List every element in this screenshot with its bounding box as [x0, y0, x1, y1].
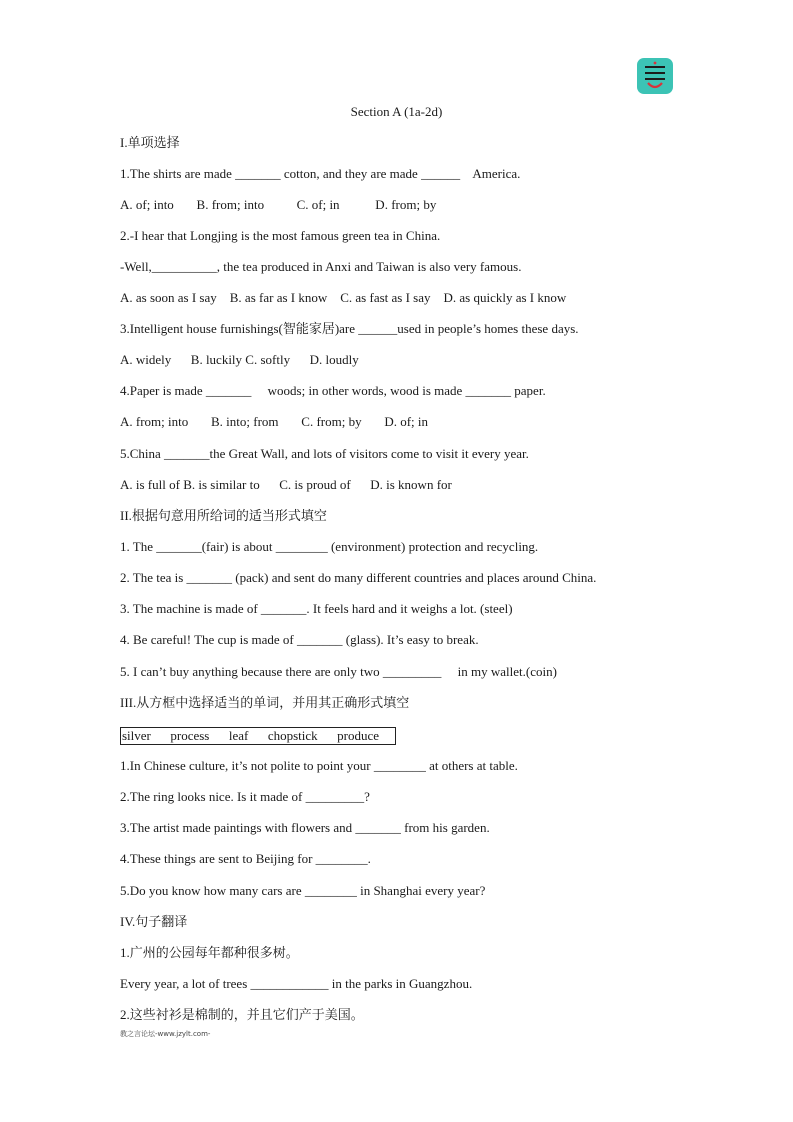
- question-line: 1. The _______(fair) is about ________ (environment) protection and recycling.: [120, 539, 539, 554]
- book-menu-icon: [637, 58, 673, 94]
- question-line: 5.Do you know how many cars are ________ in Shanghai every year?: [120, 883, 486, 898]
- question-line: 1.The shirts are made _______ cotton, and they are made ______ America.: [120, 166, 521, 181]
- word-bank-box: silver process leaf chopstick produce: [120, 727, 396, 745]
- options-line: A. widely B. luckily C. softly D. loudly: [120, 352, 359, 367]
- question-line: 4. Be careful! The cup is made of _______ (glass). It’s easy to break.: [120, 632, 479, 647]
- question-line: -Well,__________, the tea produced in Anxi and Taiwan is also very famous.: [120, 259, 522, 274]
- question-line: 4.These things are sent to Beijing for ________.: [120, 851, 371, 866]
- question-line: 3.Intelligent house furnishings(智能家居)are ______used in people’s homes these days.: [120, 321, 579, 336]
- question-line: 1.广州的公园每年都种很多树。: [120, 945, 299, 960]
- page-title: Section A (1a-2d): [350, 104, 443, 119]
- section-heading-4: IV.句子翻译: [120, 914, 188, 929]
- options-line: A. as soon as I say B. as far as I know C. as fast as I say D. as quickly as I know: [120, 290, 567, 305]
- question-line: 2.这些衬衫是棉制的，并且它们产于美国。: [120, 1007, 364, 1022]
- options-line: A. from; into B. into; from C. from; by D. of; in: [120, 414, 429, 429]
- question-line: 2.-I hear that Longjing is the most famous green tea in China.: [120, 228, 441, 243]
- options-line: A. is full of B. is similar to C. is proud of D. is known for: [120, 477, 452, 492]
- section-heading-2: II.根据句意用所给词的适当形式填空: [120, 508, 327, 523]
- question-line: 1.In Chinese culture, it’s not polite to point your ________ at others at table.: [120, 758, 518, 773]
- question-line: 3. The machine is made of _______. It feels hard and it weighs a lot. (steel): [120, 601, 513, 616]
- question-line: 2. The tea is _______ (pack) and sent do many different countries and places around China.: [120, 570, 597, 585]
- section-heading-3: III.从方框中选择适当的单词，并用其正确形式填空: [120, 695, 410, 710]
- question-line: 2.The ring looks nice. Is it made of _________?: [120, 789, 370, 804]
- footer-watermark: 教之言论坛-www.jzylt.com-: [120, 1030, 211, 1038]
- answer-line: Every year, a lot of trees ____________ in the parks in Guangzhou.: [120, 976, 473, 991]
- question-line: 5. I can’t buy anything because there are only two _________ in my wallet.(coin): [120, 664, 557, 679]
- options-line: A. of; into B. from; into C. of; in D. from; by: [120, 197, 437, 212]
- question-line: 5.China _______the Great Wall, and lots of visitors come to visit it every year.: [120, 446, 529, 461]
- section-heading-1: I.单项选择: [120, 135, 180, 150]
- question-line: 4.Paper is made _______ woods; in other words, wood is made _______ paper.: [120, 383, 546, 398]
- question-line: 3.The artist made paintings with flowers and _______ from his garden.: [120, 820, 490, 835]
